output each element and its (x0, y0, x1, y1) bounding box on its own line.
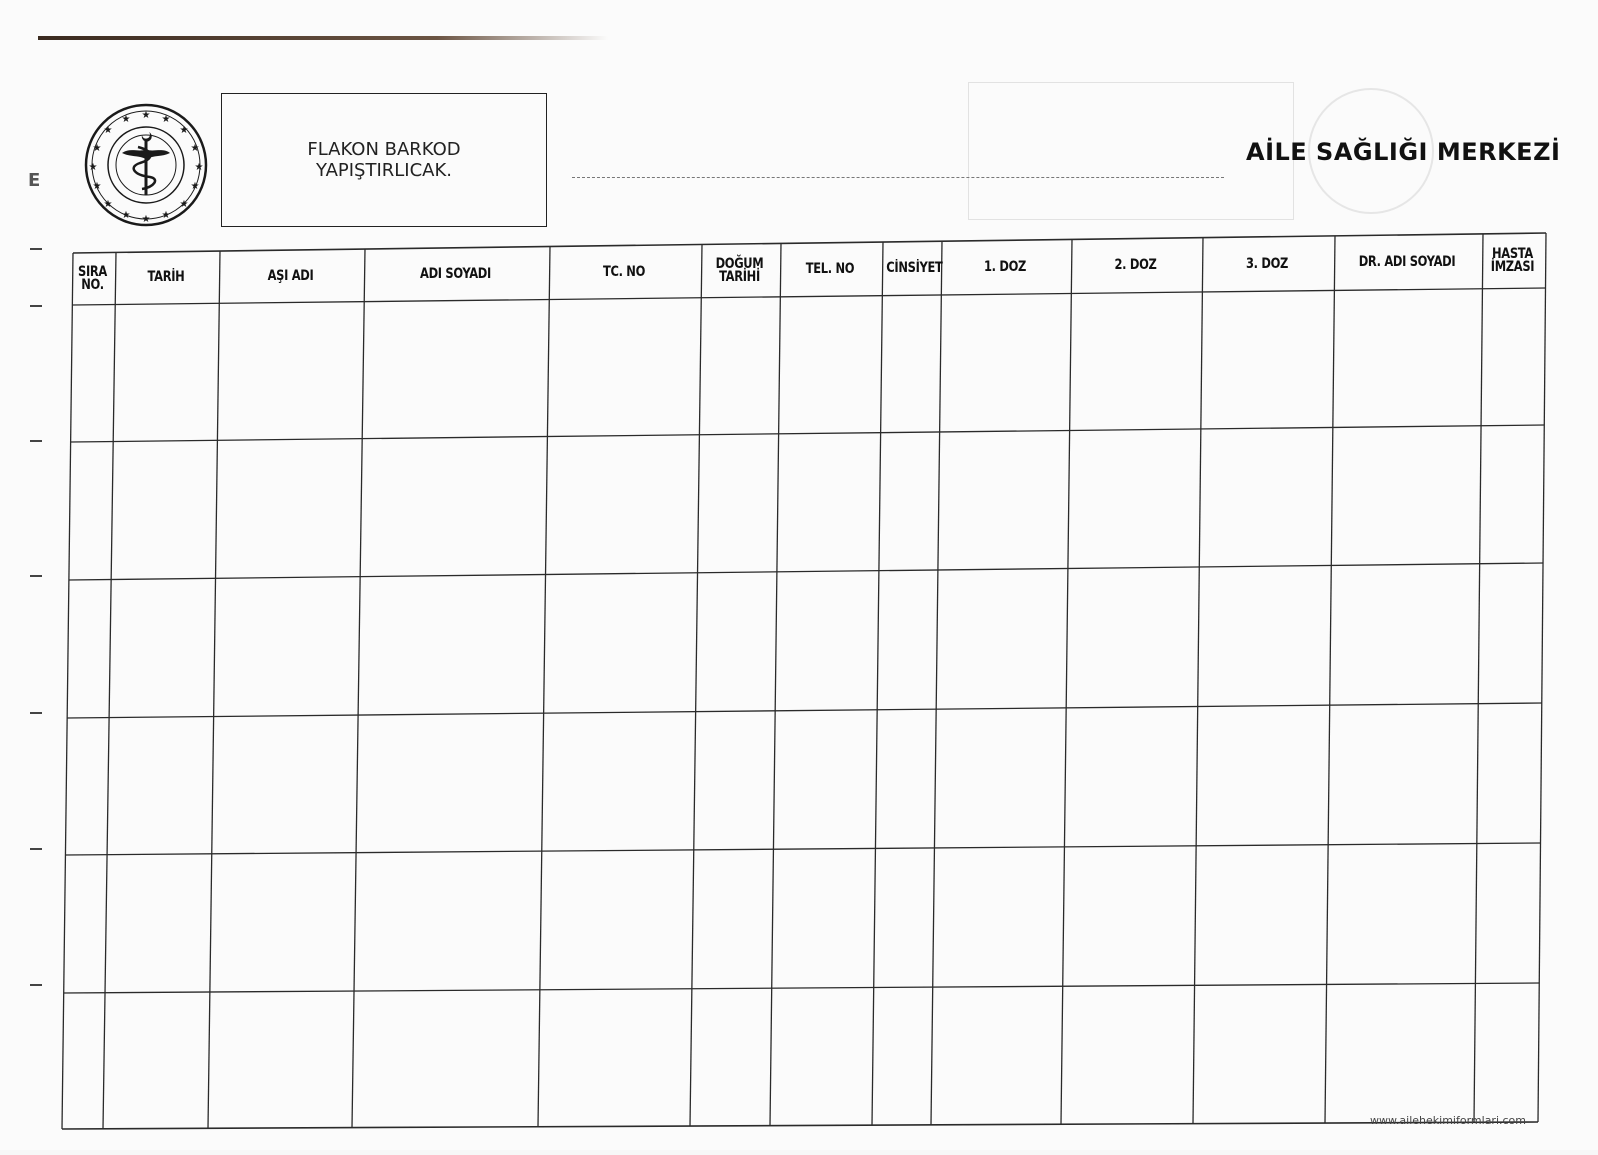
svg-text:★: ★ (103, 199, 113, 210)
row-divider (67, 703, 1542, 718)
column-header: 1. DOZ (984, 258, 1026, 275)
svg-text:★: ★ (92, 143, 102, 154)
page-title: AİLE SAĞLIĞI MERKEZİ (1246, 138, 1561, 166)
svg-text:★: ★ (179, 125, 189, 136)
barcode-box-line-1: FLAKON BARKOD (307, 139, 461, 160)
svg-text:★: ★ (161, 114, 171, 125)
column-header: 2. DOZ (1114, 257, 1157, 274)
svg-text:★: ★ (161, 210, 171, 221)
column-divider (770, 243, 781, 1125)
svg-text:★: ★ (190, 181, 200, 192)
table-bottom-border (62, 1122, 1538, 1129)
table-side-border (1538, 233, 1546, 1122)
column-header: TEL. NO (805, 260, 855, 277)
svg-text:★: ★ (141, 214, 151, 225)
column-divider (1193, 238, 1203, 1124)
column-divider (1061, 239, 1072, 1124)
column-divider (208, 251, 220, 1128)
barcode-box-line-2: YAPIŞTIRLICAK. (315, 160, 453, 181)
column-header: ADI SOYADI (420, 265, 491, 282)
column-header: TC. NO (602, 263, 646, 280)
svg-text:★: ★ (141, 110, 151, 121)
column-divider (538, 247, 550, 1127)
svg-text:★: ★ (92, 181, 102, 192)
table-top-border (73, 233, 1546, 253)
svg-text:★: ★ (88, 162, 98, 173)
column-header: 3. DOZ (1246, 255, 1288, 272)
column-divider (103, 252, 116, 1128)
bleed-through-text: E (28, 170, 41, 191)
column-header: CİNSİYET (886, 259, 943, 276)
column-header: SIRA NO. (78, 263, 107, 293)
column-header: TARİH (147, 269, 185, 286)
column-header: HASTA İMZASI (1490, 245, 1535, 275)
column-divider (931, 241, 942, 1125)
svg-text:★: ★ (194, 162, 204, 173)
svg-text:★: ★ (103, 125, 113, 136)
column-header: DR. ADI SOYADI (1358, 253, 1456, 270)
column-divider (872, 242, 883, 1125)
row-divider (71, 425, 1545, 442)
svg-text:★: ★ (121, 114, 131, 125)
column-divider (1474, 234, 1483, 1122)
column-header: AŞI ADI (267, 267, 314, 284)
svg-text:★: ★ (121, 210, 131, 221)
column-divider (690, 244, 702, 1126)
header-bottom-border (72, 288, 1545, 305)
row-divider (69, 563, 1543, 580)
column-header: DOĞUM TARİHİ (715, 255, 764, 285)
svg-text:★: ★ (179, 199, 189, 210)
row-divider (65, 843, 1540, 855)
svg-text:★: ★ (190, 143, 200, 154)
column-divider (1325, 236, 1335, 1123)
row-divider (64, 983, 1540, 993)
table-side-border (62, 253, 73, 1129)
column-divider (352, 249, 365, 1128)
footer-website: www.ailehekimiformlari.com (1369, 1114, 1526, 1127)
